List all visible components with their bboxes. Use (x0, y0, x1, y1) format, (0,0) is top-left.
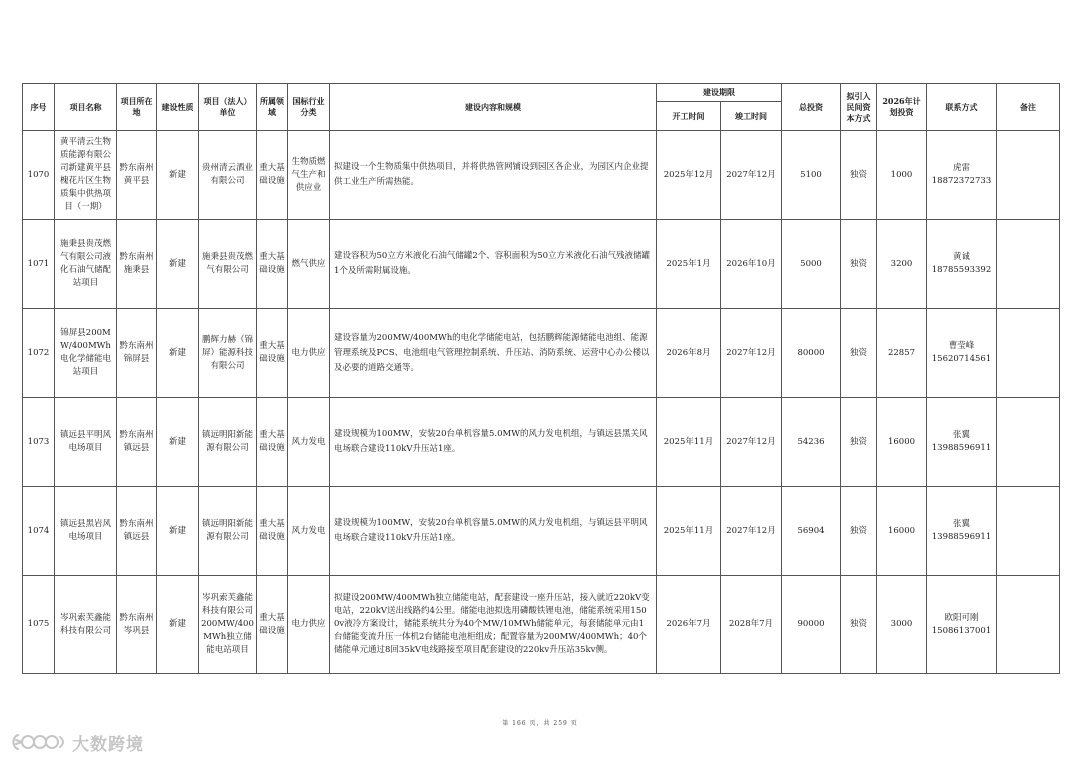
contact-name: 张翼 (952, 519, 970, 529)
cell-investment: 5100 (782, 131, 841, 220)
cell-investment: 90000 (782, 576, 841, 674)
cell-seq: 1074 (23, 487, 55, 576)
cell-start: 2025年11月 (657, 398, 721, 487)
cell-start: 2026年8月 (657, 309, 721, 398)
header-seq: 序号 (23, 84, 55, 131)
contact-name: 张翼 (952, 430, 970, 440)
cell-industry: 风力发电 (288, 487, 330, 576)
cell-name: 镇远县黑岩风电场项目 (55, 487, 117, 576)
cell-location: 黔东南州黄平县 (117, 131, 157, 220)
cell-end: 2027年12月 (721, 309, 782, 398)
cell-start: 2025年1月 (657, 220, 721, 309)
contact-phone: 15620714561 (931, 354, 992, 364)
cell-name: 镇远县平明风电场项目 (55, 398, 117, 487)
project-table (22, 83, 1060, 674)
cell-start: 2025年12月 (657, 131, 721, 220)
cell-nature: 新建 (157, 487, 199, 576)
contact-name: 黄诚 (952, 252, 970, 262)
cell-remark (997, 131, 1060, 220)
header-unit: 项目（法人）单位 (199, 84, 257, 131)
cell-remark (997, 487, 1060, 576)
cell-field: 重大基础设施 (257, 487, 288, 576)
cell-field: 重大基础设施 (257, 309, 288, 398)
cell-content: 建设容量为200MW/400MWh的电化学储能电站，包括鹏辉能源储能电池组、能源管理系统及PCS、电池组电气管理控制系统、升压站、消防系统、运营中心办公楼以及必要的道路交通等。 (330, 309, 657, 398)
contact-phone: 13988596911 (931, 443, 992, 453)
header-investment: 总投资 (782, 84, 841, 131)
cell-capital: 独资 (841, 487, 877, 576)
cell-plan2026: 3000 (877, 576, 927, 674)
cell-unit: 岑巩索芙鑫能科技有限公司200MW/400MWh独立储能电站项目 (199, 576, 257, 674)
cell-unit: 贵州清云酒业有限公司 (199, 131, 257, 220)
cell-field: 重大基础设施 (257, 576, 288, 674)
cell-nature: 新建 (157, 576, 199, 674)
cell-end: 2026年10月 (721, 220, 782, 309)
header-plan2026: 2026年计划投资 (877, 84, 927, 131)
cell-investment: 5000 (782, 220, 841, 309)
cell-plan2026: 16000 (877, 398, 927, 487)
cell-start: 2026年7月 (657, 576, 721, 674)
watermark-brand: 大数跨境 (72, 734, 144, 755)
cell-content: 建设容积为50立方米液化石油气储罐2个、容积面积为50立方米液化石油气残液储罐1个及所需附属设施。 (330, 220, 657, 309)
cell-seq: 1073 (23, 398, 55, 487)
cell-contact (927, 398, 997, 487)
cell-name: 黄平清云生物质能源有限公司新建黄平县槐花片区生物质集中供热项目（一期） (55, 131, 117, 220)
cell-plan2026: 1000 (877, 131, 927, 220)
table-row (23, 309, 1060, 398)
cell-capital: 独资 (841, 131, 877, 220)
cell-industry: 电力供应 (288, 309, 330, 398)
cell-nature: 新建 (157, 220, 199, 309)
cell-field: 重大基础设施 (257, 131, 288, 220)
cell-nature: 新建 (157, 309, 199, 398)
cell-investment: 54236 (782, 398, 841, 487)
cell-contact (927, 309, 997, 398)
cell-start: 2025年11月 (657, 487, 721, 576)
cell-content: 拟建设一个生物质集中供热项目，并将供热管网铺设到园区各企业，为园区内企业提供工业生产所需热能。 (330, 131, 657, 220)
cell-investment: 80000 (782, 309, 841, 398)
contact-phone: 18872372733 (931, 176, 992, 186)
cell-plan2026: 22857 (877, 309, 927, 398)
cell-seq: 1075 (23, 576, 55, 674)
header-contact: 联系方式 (927, 84, 997, 131)
header-remark: 备注 (997, 84, 1060, 131)
cell-unit: 施秉县贵茂燃气有限公司 (199, 220, 257, 309)
watermark (10, 730, 144, 754)
header-industry: 国标行业分类 (288, 84, 330, 131)
cell-content: 拟建设200MW/400MWh独立储能电站，配套建设一座升压站，接入就近220kV变电站，220kV送出线路约4公里。储能电池拟选用磷酸铁锂电池，储能系统采用1500v液冷方案设计，储能系统共分为40个MW/10MWh储能单元，每套储能单元由1台储能变流升压一体机2台储能电池柜组成；配置容量为200MW/400MWh；40个储能单元通过8回35kV电线路接至项目配套建设的220kv升压站35kv侧。 (330, 576, 657, 674)
cell-contact (927, 220, 997, 309)
cell-seq: 1070 (23, 131, 55, 220)
cell-location: 黔东南州锦屏县 (117, 309, 157, 398)
cell-industry: 电力供应 (288, 576, 330, 674)
cell-field: 重大基础设施 (257, 398, 288, 487)
cell-location: 黔东南州岑巩县 (117, 576, 157, 674)
header-capital: 拟引入民间资本方式 (841, 84, 877, 131)
table-row (23, 131, 1060, 220)
cell-plan2026: 16000 (877, 487, 927, 576)
cell-industry: 生物质燃气生产和供应业 (288, 131, 330, 220)
cell-industry: 燃气供应 (288, 220, 330, 309)
cell-unit: 镇远明阳新能源有限公司 (199, 487, 257, 576)
header-location: 项目所在地 (117, 84, 157, 131)
header-field: 所属领域 (257, 84, 288, 131)
cell-nature: 新建 (157, 398, 199, 487)
header-start: 开工时间 (657, 102, 721, 131)
cell-contact (927, 487, 997, 576)
cell-contact (927, 576, 997, 674)
header-name: 项目名称 (55, 84, 117, 131)
cell-end: 2028年7月 (721, 576, 782, 674)
cell-remark (997, 220, 1060, 309)
contact-phone: 13988596911 (931, 532, 992, 542)
cell-investment: 56904 (782, 487, 841, 576)
contact-name: 欧阳可刚 (944, 612, 979, 623)
table-row (23, 576, 1060, 674)
table-row (23, 220, 1060, 309)
cell-plan2026: 3200 (877, 220, 927, 309)
cell-seq: 1072 (23, 309, 55, 398)
cell-unit: 鹏辉力赫（锦屏）能源科技有限公司 (199, 309, 257, 398)
cell-capital: 独资 (841, 398, 877, 487)
cell-end: 2027年12月 (721, 398, 782, 487)
cell-capital: 独资 (841, 220, 877, 309)
cell-name: 锦屏县200MW/400MWh电化学储能电站项目 (55, 309, 117, 398)
cell-content: 建设规模为100MW，安装20台单机容量5.0MW的风力发电机组，与镇远县黑关风电场联合建设110kV升压站1座。 (330, 398, 657, 487)
cell-end: 2027年12月 (721, 487, 782, 576)
cell-remark (997, 576, 1060, 674)
cell-seq: 1071 (23, 220, 55, 309)
cell-content: 建设规模为100MW，安装20台单机容量5.0MW的风力发电机组，与镇远县平明风电场联合建设110kV升压站1座。 (330, 487, 657, 576)
contact-phone: 18785593392 (931, 265, 992, 275)
cell-location: 黔东南州镇远县 (117, 398, 157, 487)
cell-unit: 镇远明阳新能源有限公司 (199, 398, 257, 487)
header-end: 竣工时间 (721, 102, 782, 131)
contact-name: 虎雷 (952, 163, 970, 173)
cell-location: 黔东南州施秉县 (117, 220, 157, 309)
cell-name: 施秉县贵茂燃气有限公司液化石油气储配站项目 (55, 220, 117, 309)
contact-phone: 15086137001 (931, 625, 992, 636)
cell-name: 岑巩索芙鑫能科技有限公司 (55, 576, 117, 674)
table-row (23, 487, 1060, 576)
header-period: 建设期限 (657, 84, 782, 102)
table-row (23, 398, 1060, 487)
cell-remark (997, 398, 1060, 487)
brand-logo-icon (10, 731, 68, 753)
cell-industry: 风力发电 (288, 398, 330, 487)
cell-location: 黔东南州镇远县 (117, 487, 157, 576)
cell-end: 2027年12月 (721, 131, 782, 220)
cell-capital: 独资 (841, 576, 877, 674)
header-content: 建设内容和规模 (330, 84, 657, 131)
cell-nature: 新建 (157, 131, 199, 220)
page-number: 第 166 页，共 259 页 (502, 720, 578, 727)
contact-name: 曹莹峰 (948, 341, 975, 351)
cell-field: 重大基础设施 (257, 220, 288, 309)
cell-remark (997, 309, 1060, 398)
header-nature: 建设性质 (157, 84, 199, 131)
cell-contact (927, 131, 997, 220)
cell-capital: 独资 (841, 309, 877, 398)
